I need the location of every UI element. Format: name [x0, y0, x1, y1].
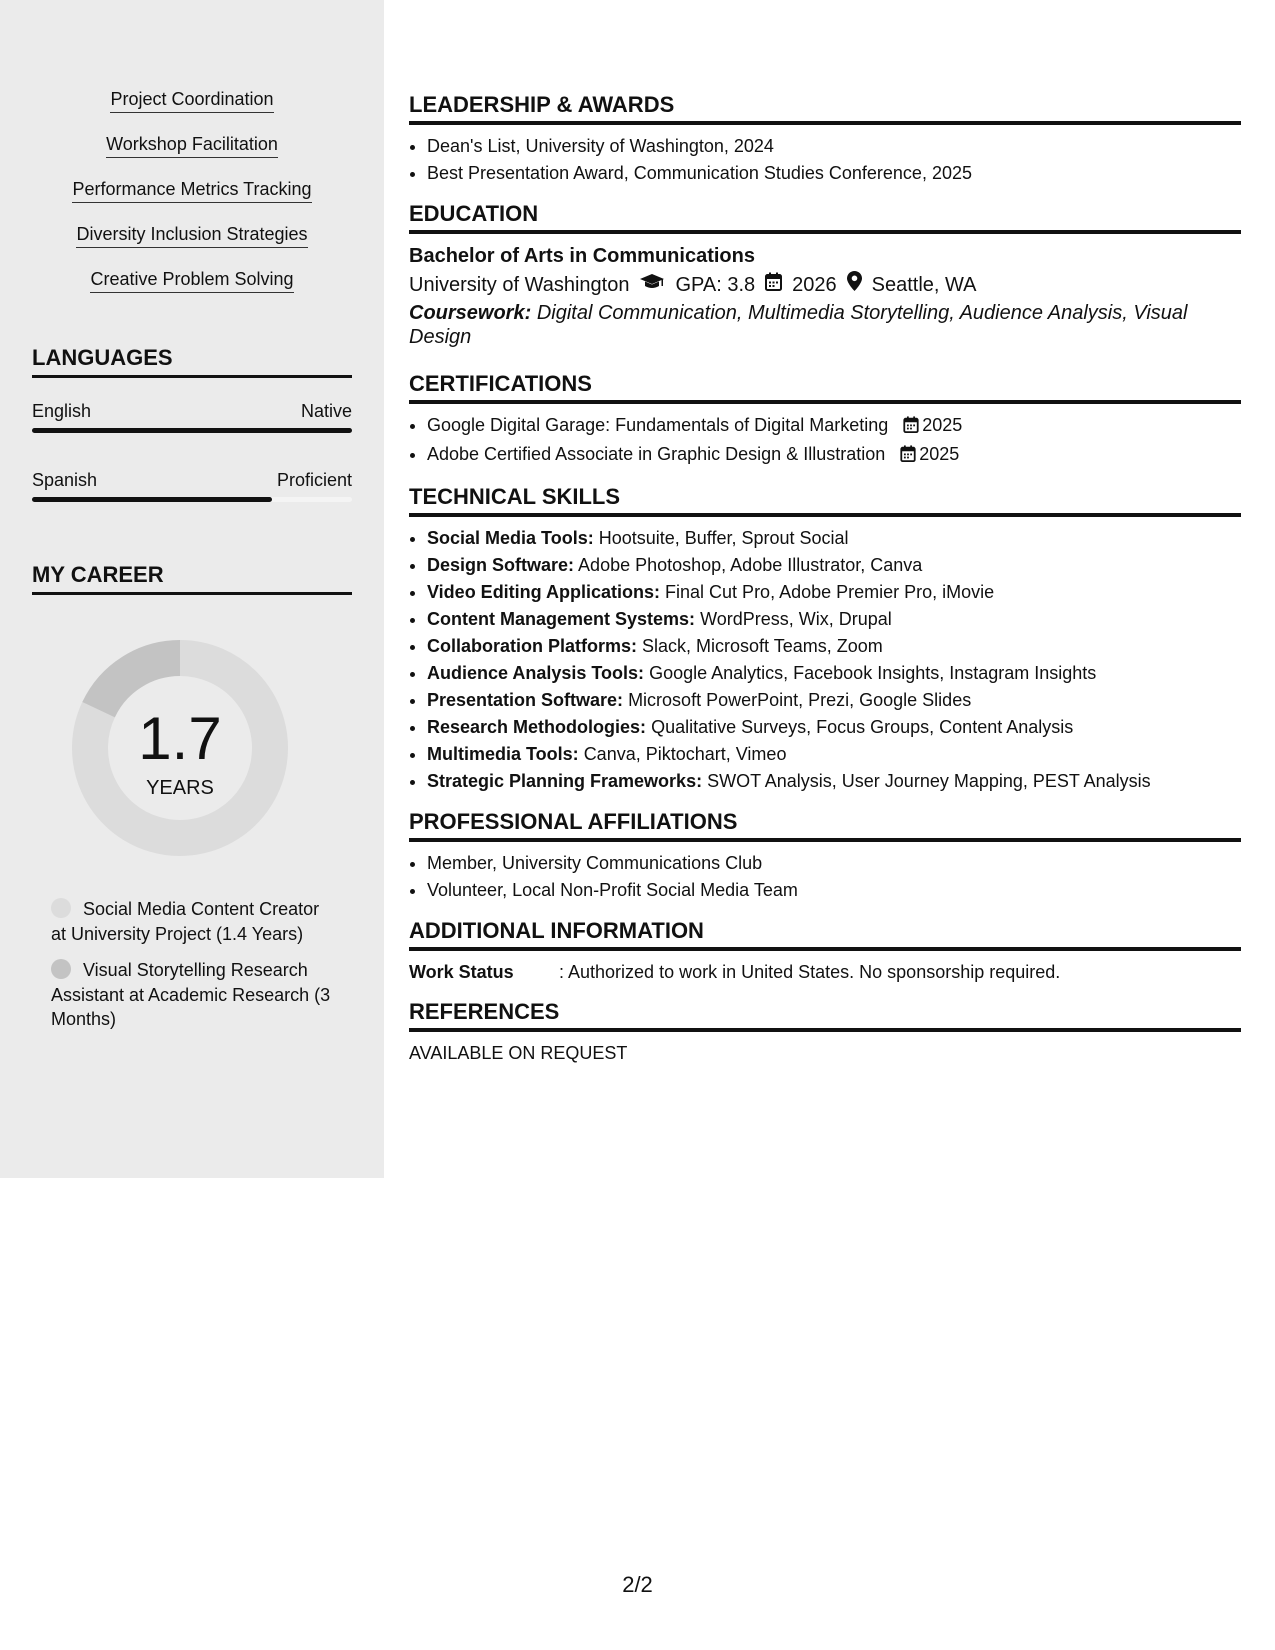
language-proficiency-fill	[32, 497, 272, 502]
legend-dot-icon	[51, 898, 71, 918]
list-item: • Best Presentation Award, Communication Studies Conference, 2025	[427, 160, 1241, 187]
language-english	[32, 400, 352, 433]
work-status-label: Work Status	[409, 962, 514, 982]
skills-list	[32, 0, 352, 313]
certifications-section	[409, 371, 1241, 470]
language-proficiency-bar	[32, 497, 352, 502]
list-item	[427, 412, 1241, 441]
section-heading: EDUCATION	[409, 201, 1241, 234]
list-item	[427, 741, 1241, 768]
language-proficiency-fill	[32, 428, 352, 433]
languages-heading: LANGUAGES	[32, 345, 352, 378]
career-item-text: Social Media Content Creator at University Project (1.4 Years)	[51, 899, 320, 944]
section-heading: TECHNICAL SKILLS	[409, 484, 1241, 517]
list-item	[427, 633, 1241, 660]
skill-category: Design Software:	[427, 555, 575, 575]
list-item	[427, 525, 1241, 552]
coursework-list: Digital Communication, Multimedia Storytelling, Audience Analysis, Visual Design	[409, 302, 1188, 348]
section-heading: PROFESSIONAL AFFILIATIONS	[409, 809, 1241, 842]
skill-tag: Diversity Inclusion Strategies	[76, 223, 307, 248]
skill-category: Research Methodologies:	[427, 717, 647, 737]
language-name: English	[32, 401, 92, 421]
career-donut-chart	[67, 635, 293, 861]
skill-values: Slack, Microsoft Teams, Zoom	[642, 636, 883, 656]
graduation-year: 2026	[792, 274, 837, 296]
affiliations-section	[409, 809, 1241, 904]
language-level: Native	[300, 401, 352, 421]
list-item	[427, 714, 1241, 741]
coursework-label: Coursework:	[409, 302, 532, 324]
graduation-cap-icon	[639, 270, 665, 301]
education-section	[409, 201, 1241, 349]
skill-category: Social Media Tools:	[427, 528, 594, 548]
skill-category: Audience Analysis Tools:	[427, 663, 645, 683]
skill-values: Canva, Piktochart, Vimeo	[583, 744, 787, 764]
sidebar	[0, 0, 384, 1178]
skill-tag: Performance Metrics Tracking	[72, 178, 311, 203]
language-spanish	[32, 469, 352, 502]
references-section	[409, 999, 1241, 1066]
career-item	[51, 958, 331, 1032]
list-item: • Member, University Communications Club	[427, 850, 1241, 877]
career-legend	[32, 897, 331, 1032]
career-heading: MY CAREER	[32, 562, 352, 595]
school-location: Seattle, WA	[871, 274, 977, 296]
references-text: AVAILABLE ON REQUEST	[409, 1043, 628, 1063]
section-heading: CERTIFICATIONS	[409, 371, 1241, 404]
language-level: Proficient	[276, 470, 352, 490]
skill-category: Video Editing Applications:	[427, 582, 661, 602]
career-years-unit: YEARS	[146, 777, 214, 799]
section-heading: LEADERSHIP & AWARDS	[409, 92, 1241, 125]
school-name: University of Washington	[409, 274, 630, 296]
certification-name: Google Digital Garage: Fundamentals of Digital Marketing	[427, 415, 889, 435]
additional-info-section	[409, 918, 1241, 985]
donut-slice	[99, 658, 180, 710]
leadership-section	[409, 92, 1241, 187]
work-status-value: : Authorized to work in United States. No sponsorship required.	[559, 962, 1061, 982]
career-item	[51, 897, 331, 946]
degree-title: Bachelor of Arts in Communications	[409, 245, 755, 267]
page-number: 2/2	[622, 1572, 653, 1597]
gpa: GPA: 3.8	[675, 274, 756, 296]
list-item: • Dean's List, University of Washington, 2024	[427, 133, 1241, 160]
main-content	[409, 92, 1241, 1080]
skill-tag: Creative Problem Solving	[90, 268, 293, 293]
list-item	[427, 579, 1241, 606]
location-pin-icon	[847, 270, 862, 301]
skill-tag: Project Coordination	[110, 88, 273, 113]
list-item	[427, 660, 1241, 687]
calendar-icon	[900, 443, 916, 470]
list-item	[427, 687, 1241, 714]
list-item	[427, 768, 1241, 795]
skill-values: Qualitative Surveys, Focus Groups, Content Analysis	[651, 717, 1074, 737]
calendar-icon	[765, 270, 782, 301]
language-name: Spanish	[32, 470, 98, 490]
list-item: • Volunteer, Local Non-Profit Social Media Team	[427, 877, 1241, 904]
certification-name: Adobe Certified Associate in Graphic Design & Illustration	[427, 444, 886, 464]
coursework	[409, 301, 1241, 349]
skill-values: Hootsuite, Buffer, Sprout Social	[598, 528, 849, 548]
skill-values: Microsoft PowerPoint, Prezi, Google Slides	[628, 690, 972, 710]
education-details	[409, 270, 1241, 301]
career-total-years: 1.7	[138, 705, 222, 772]
skill-category: Multimedia Tools:	[427, 744, 579, 764]
certification-year: 2025	[919, 444, 960, 464]
skill-category: Collaboration Platforms:	[427, 636, 638, 656]
section-heading: REFERENCES	[409, 999, 1241, 1032]
language-proficiency-bar	[32, 428, 352, 433]
technical-skills-section	[409, 484, 1241, 795]
skill-values: Adobe Photoshop, Adobe Illustrator, Canva	[578, 555, 923, 575]
skill-values: Google Analytics, Facebook Insights, Instagram Insights	[649, 663, 1097, 683]
list-item	[427, 606, 1241, 633]
skill-category: Content Management Systems:	[427, 609, 696, 629]
list-item	[427, 441, 1241, 470]
list-item	[427, 552, 1241, 579]
work-status-row	[409, 959, 1241, 985]
calendar-icon	[903, 414, 919, 441]
skill-values: WordPress, Wix, Drupal	[700, 609, 892, 629]
skill-values: Final Cut Pro, Adobe Premier Pro, iMovie	[665, 582, 995, 602]
skill-category: Presentation Software:	[427, 690, 624, 710]
skill-category: Strategic Planning Frameworks:	[427, 771, 703, 791]
section-heading: ADDITIONAL INFORMATION	[409, 918, 1241, 951]
certification-year: 2025	[922, 415, 963, 435]
skill-values: SWOT Analysis, User Journey Mapping, PEST Analysis	[707, 771, 1151, 791]
legend-dot-icon	[51, 959, 71, 979]
skill-tag: Workshop Facilitation	[106, 133, 278, 158]
career-item-text: Visual Storytelling Research Assistant at Academic Research (3 Months)	[51, 960, 331, 1029]
